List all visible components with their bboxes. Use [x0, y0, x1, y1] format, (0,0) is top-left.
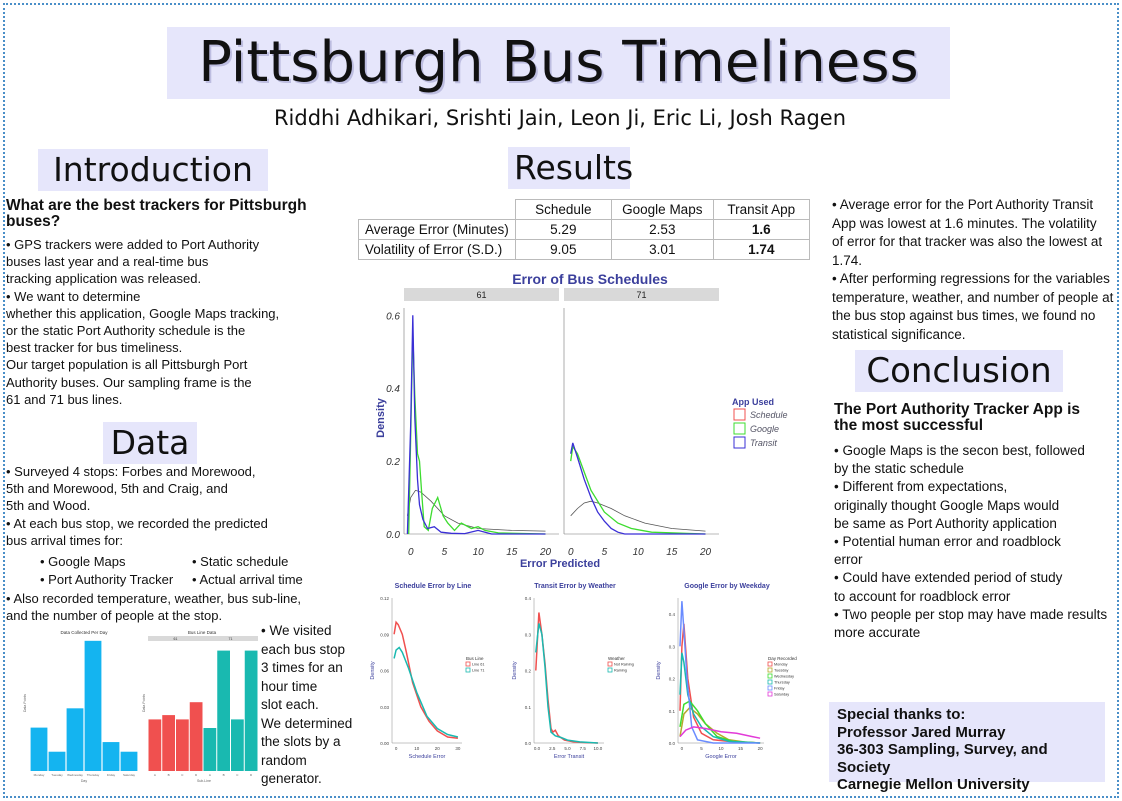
text-line: Special thanks to: — [837, 706, 966, 723]
legend-label: Wednesday — [774, 674, 794, 679]
bar — [149, 719, 162, 771]
transit-error-by-weather-chart — [510, 578, 644, 768]
y-axis-label: Density — [512, 661, 518, 680]
text-line: • We visited — [261, 623, 332, 638]
text-line: be same as Port Authority application — [834, 515, 1057, 531]
y-tick-label: 0.12 — [380, 596, 389, 601]
table-cell: 5.29 — [515, 220, 611, 240]
legend-key — [768, 692, 772, 696]
text-line: the slots by a — [261, 734, 341, 749]
x-axis-label: Google Error — [705, 754, 737, 760]
x-tick-label: Wednesday — [67, 773, 83, 777]
text-line: statistical significance. — [832, 326, 966, 342]
text-line: tracking application was released. — [6, 271, 202, 287]
x-tick-label: 5.0 — [564, 746, 571, 751]
text-line: • Potential human error and roadblock — [834, 534, 1061, 550]
x-tick-label: 5 — [601, 547, 608, 558]
x-tick-label: 20 — [757, 746, 763, 751]
x-tick-label: 10 — [414, 746, 420, 751]
table-header: Schedule — [515, 200, 611, 220]
table-cell: 9.05 — [515, 240, 611, 260]
bar — [231, 719, 244, 771]
table-cell: 1.6 — [713, 220, 809, 240]
density-line-transit — [407, 315, 545, 534]
results-table — [358, 199, 810, 260]
text-line: slot each. — [261, 697, 319, 712]
legend-key — [608, 662, 612, 666]
table-cell: Average Error (Minutes) — [359, 220, 516, 240]
y-tick-label: 0.0 — [524, 741, 531, 746]
text-line: random — [261, 752, 307, 768]
y-axis-label: Density — [656, 661, 662, 680]
density-line — [680, 601, 760, 743]
density-line-google — [409, 334, 546, 535]
text-line: bus arrival times for: — [6, 532, 124, 548]
x-tick-label: Tuesday — [51, 773, 63, 777]
density-line — [394, 648, 458, 738]
bar — [245, 651, 258, 771]
bar — [103, 742, 120, 771]
conclusion-heading: Conclusion — [855, 350, 1063, 392]
x-tick-label: 0 — [567, 547, 574, 558]
introduction-question: What are the best trackers for Pittsburgh buses? — [6, 197, 307, 230]
x-tick-label: 10 — [472, 547, 484, 558]
x-tick-label: B — [167, 773, 170, 777]
x-tick-label: 30 — [455, 746, 461, 751]
list-item: • Port Authority Tracker — [40, 572, 174, 587]
bar — [31, 728, 48, 771]
text-line: best tracker for bus timeliness. — [6, 340, 183, 356]
text-line: generator. — [261, 771, 322, 786]
legend-label: Schedule — [750, 410, 788, 420]
x-tick-label: 0 — [680, 746, 684, 751]
bar — [85, 641, 102, 771]
facet-label: 71 — [636, 290, 647, 300]
x-tick-label: 15 — [666, 547, 678, 558]
legend-label: Monday — [774, 662, 788, 667]
chart-title: Transit Error by Weather — [534, 583, 616, 590]
text-line: • At each bus stop, we recorded the predicted — [6, 515, 268, 531]
text-line: • GPS trackers were added to Port Authority — [6, 237, 260, 252]
x-tick-label: 10 — [632, 547, 644, 558]
chart-title: Error of Bus Schedules — [512, 271, 668, 287]
x-tick-label: 20 — [434, 746, 440, 751]
text-line: whether this application, Google Maps tracking, — [6, 305, 280, 321]
table-cell: Volatility of Error (S.D.) — [359, 240, 516, 260]
legend-title: Day Recorded — [768, 656, 797, 661]
y-tick-label: 0.2 — [668, 676, 675, 682]
chart-title: Data Collected Per Day — [60, 630, 108, 635]
data-visit-body — [261, 622, 361, 789]
legend-label: Tuesday — [774, 668, 789, 673]
facet-strip — [148, 636, 258, 641]
y-tick-label: 0.4 — [668, 612, 675, 618]
text-line: 5th and Morewood, 5th and Craig, and — [6, 481, 228, 497]
text-line: Carnegie Mellon University — [837, 776, 1030, 793]
facet-label: 71 — [228, 637, 233, 641]
x-tick-label: Friday — [106, 773, 116, 777]
text-line: • After performing regressions for the variables — [832, 271, 1110, 286]
legend-key — [734, 423, 745, 434]
text-line: • Surveyed 4 stops: Forbes and Morewood, — [6, 464, 256, 479]
text-line: We determined — [261, 715, 353, 731]
table-cell: 3.01 — [611, 240, 713, 260]
legend-label: Line 61 — [472, 662, 485, 667]
x-tick-label: 7.5 — [579, 746, 586, 751]
x-tick-label: 2.5 — [549, 746, 556, 751]
table-header — [359, 200, 516, 220]
results-heading: Results — [508, 147, 630, 189]
y-tick-label: 0.0 — [668, 741, 675, 746]
legend-key — [768, 680, 772, 684]
table-header: Google Maps — [611, 200, 713, 220]
legend-key — [768, 674, 772, 678]
text-line: the bus stop against bus times, we found no — [832, 308, 1096, 323]
text-line: • We want to determine — [6, 288, 141, 304]
legend-label: Thursday — [774, 680, 790, 685]
density-line-schedule — [571, 501, 706, 531]
text-line: • Also recorded temperature, weather, bus sub-line, — [6, 591, 302, 606]
list-item: • Static schedule — [192, 554, 289, 569]
y-tick-label: 0.0 — [386, 530, 400, 541]
bar — [121, 752, 138, 771]
bar — [49, 752, 66, 771]
y-tick-label: 0.3 — [524, 632, 531, 638]
text-line: more accurate — [834, 625, 921, 641]
bar-chart-data-per-day — [22, 628, 140, 784]
google-error-by-weekday-chart — [654, 578, 804, 768]
y-axis-label: Density — [375, 398, 387, 438]
y-tick-label: 0.1 — [668, 708, 675, 714]
legend-label: Friday — [774, 686, 785, 691]
y-tick-label: 0.4 — [386, 384, 400, 396]
legend-label: Google — [750, 424, 780, 434]
y-tick-label: 0.6 — [386, 311, 400, 323]
text-line: Professor Jared Murray — [837, 723, 1006, 741]
legend-key — [768, 662, 772, 666]
text-line: hour time — [261, 678, 318, 694]
x-tick-label: 10.0 — [593, 746, 603, 751]
x-tick-label: 20 — [539, 547, 552, 558]
density-line — [536, 623, 598, 743]
data-collected-list — [40, 553, 340, 589]
text-line: • Two people per stop may have made results — [834, 606, 1108, 622]
density-line — [680, 653, 760, 743]
y-tick-label: 0.1 — [524, 704, 531, 710]
x-tick-label: D — [250, 773, 253, 777]
legend-label: Raining — [614, 668, 627, 673]
data-body — [6, 463, 336, 549]
x-tick-label: Saturday — [122, 773, 136, 777]
x-tick-label: C — [181, 773, 184, 777]
conclusion-body — [834, 442, 1118, 642]
y-tick-label: 0.03 — [380, 704, 389, 710]
text-line: to account for roadblock error — [834, 588, 1011, 604]
facet-label: 61 — [173, 637, 178, 641]
x-tick-label: 10 — [718, 746, 724, 751]
bar — [217, 651, 230, 771]
text-line: by the static schedule — [834, 461, 964, 477]
legend-key — [608, 668, 612, 672]
list-item: • Actual arrival time — [192, 572, 303, 587]
text-line: 1.74. — [832, 252, 863, 268]
x-tick-label: Monday — [33, 773, 45, 777]
list-item: • Google Maps — [40, 554, 126, 569]
data-heading: Data — [103, 422, 197, 464]
density-line — [394, 622, 458, 738]
introduction-body — [6, 236, 336, 408]
x-tick-label: 5 — [700, 746, 703, 751]
legend-key — [466, 668, 470, 672]
legend-label: Saturday — [774, 692, 790, 697]
x-tick-label: C — [236, 773, 239, 777]
legend-title: App Used — [732, 397, 775, 407]
bar — [190, 702, 203, 771]
table-cell: 2.53 — [611, 220, 713, 240]
x-axis-label: Sub-Line — [196, 779, 212, 783]
legend-key — [734, 437, 745, 448]
x-tick-label: B — [222, 773, 225, 777]
y-tick-label: 0.2 — [524, 668, 531, 674]
x-axis-label: Day — [80, 779, 88, 783]
text-line: 36-303 Sampling, Survey, and Society — [837, 741, 1048, 776]
x-tick-label: Thursday — [86, 773, 100, 777]
chart-title: Google Error by Weekday — [684, 583, 770, 590]
x-axis-label: Error Transit — [553, 754, 585, 760]
legend-key — [466, 662, 470, 666]
density-line-schedule — [407, 490, 545, 531]
x-tick-label: 15 — [738, 746, 744, 751]
y-tick-label: 0.00 — [380, 741, 389, 746]
x-axis-label: Error Predicted — [519, 558, 601, 570]
chart-title: Schedule Error by Line — [394, 583, 472, 590]
legend-key — [768, 686, 772, 690]
x-tick-label: 0 — [407, 547, 414, 558]
legend-key — [734, 409, 745, 420]
y-tick-label: 0.3 — [668, 644, 675, 650]
x-tick-label: 5 — [441, 547, 448, 558]
special-thanks — [829, 702, 1105, 793]
table-cell: 1.74 — [713, 240, 809, 260]
text-line: temperature, weather, and number of people at — [832, 289, 1114, 305]
text-line: each bus stop — [261, 641, 346, 657]
error-of-bus-schedules-chart — [360, 268, 810, 572]
legend-title: Bus Line — [466, 656, 484, 661]
legend-label: Line 71 — [472, 668, 485, 673]
poster-title: Pittsburgh Bus Timeliness — [167, 27, 950, 99]
text-line: • Google Maps is the secon best, followed — [834, 443, 1085, 458]
y-tick-label: 0.06 — [380, 668, 389, 674]
y-axis-label: Data Points — [23, 693, 27, 713]
text-line: the most successful — [834, 417, 984, 434]
text-line: originally thought Google Maps would — [834, 497, 1060, 513]
text-line: and the number of people at the stop. — [6, 608, 223, 624]
x-tick-label: 15 — [506, 547, 518, 558]
text-line: of error for that tracker was also the lowest at — [832, 234, 1103, 249]
schedule-error-by-line-chart — [368, 578, 502, 768]
results-summary — [832, 196, 1116, 344]
y-tick-label: 0.09 — [380, 632, 389, 638]
text-line: • Different from expectations, — [834, 479, 1008, 495]
conclusion-lead — [834, 402, 1114, 434]
x-tick-label: 0 — [394, 746, 398, 751]
bar — [67, 708, 84, 771]
text-line: Authority buses. Our sampling frame is the — [6, 374, 252, 390]
text-line: • Average error for the Port Authority Transit — [832, 197, 1094, 212]
bar-chart-bus-line — [142, 628, 260, 784]
table-row — [359, 200, 810, 220]
text-line: 5th and Wood. — [6, 498, 91, 514]
legend-key — [768, 668, 772, 672]
y-axis-label: Data Points — [142, 693, 146, 713]
bar — [204, 728, 217, 771]
y-axis-label: Density — [370, 661, 376, 680]
text-line: 3 times for an — [261, 660, 343, 675]
x-tick-label: D — [195, 773, 198, 777]
text-line: error — [834, 552, 863, 568]
x-tick-label: 0.0 — [533, 746, 541, 751]
text-line: 61 and 71 bus lines. — [6, 391, 123, 407]
legend-label: Not Raining — [614, 662, 634, 667]
text-line: The Port Authority Tracker App is — [834, 401, 1081, 418]
bar — [176, 719, 189, 771]
text-line: App was lowest at 1.6 minutes. The volatility — [832, 215, 1097, 231]
text-line: Our target population is all Pittsburgh Port — [6, 357, 248, 373]
x-axis-label: Schedule Error — [408, 754, 446, 760]
table-header: Transit App — [713, 200, 809, 220]
legend-title: Weather — [608, 656, 625, 661]
x-tick-label: A — [208, 773, 211, 777]
x-tick-label: A — [153, 773, 156, 777]
table-row — [359, 220, 810, 240]
text-line: buses last year and a real-time bus — [6, 254, 209, 270]
bar — [162, 715, 175, 771]
data-also-body — [6, 590, 346, 624]
legend-label: Transit — [750, 438, 777, 448]
chart-title: Bus Line Data — [187, 630, 217, 635]
text-line: • Could have extended period of study — [834, 570, 1063, 586]
y-tick-label: 0.4 — [524, 596, 531, 601]
text-line: or the static Port Authority schedule is the — [6, 323, 246, 339]
facet-label: 61 — [476, 290, 487, 300]
table-row — [359, 240, 810, 260]
introduction-heading: Introduction — [38, 149, 268, 191]
y-tick-label: 0.2 — [386, 457, 400, 469]
poster-authors: Riddhi Adhikari, Srishti Jain, Leon Ji, Eric Li, Josh Ragen — [273, 106, 847, 130]
x-tick-label: 20 — [699, 547, 712, 558]
